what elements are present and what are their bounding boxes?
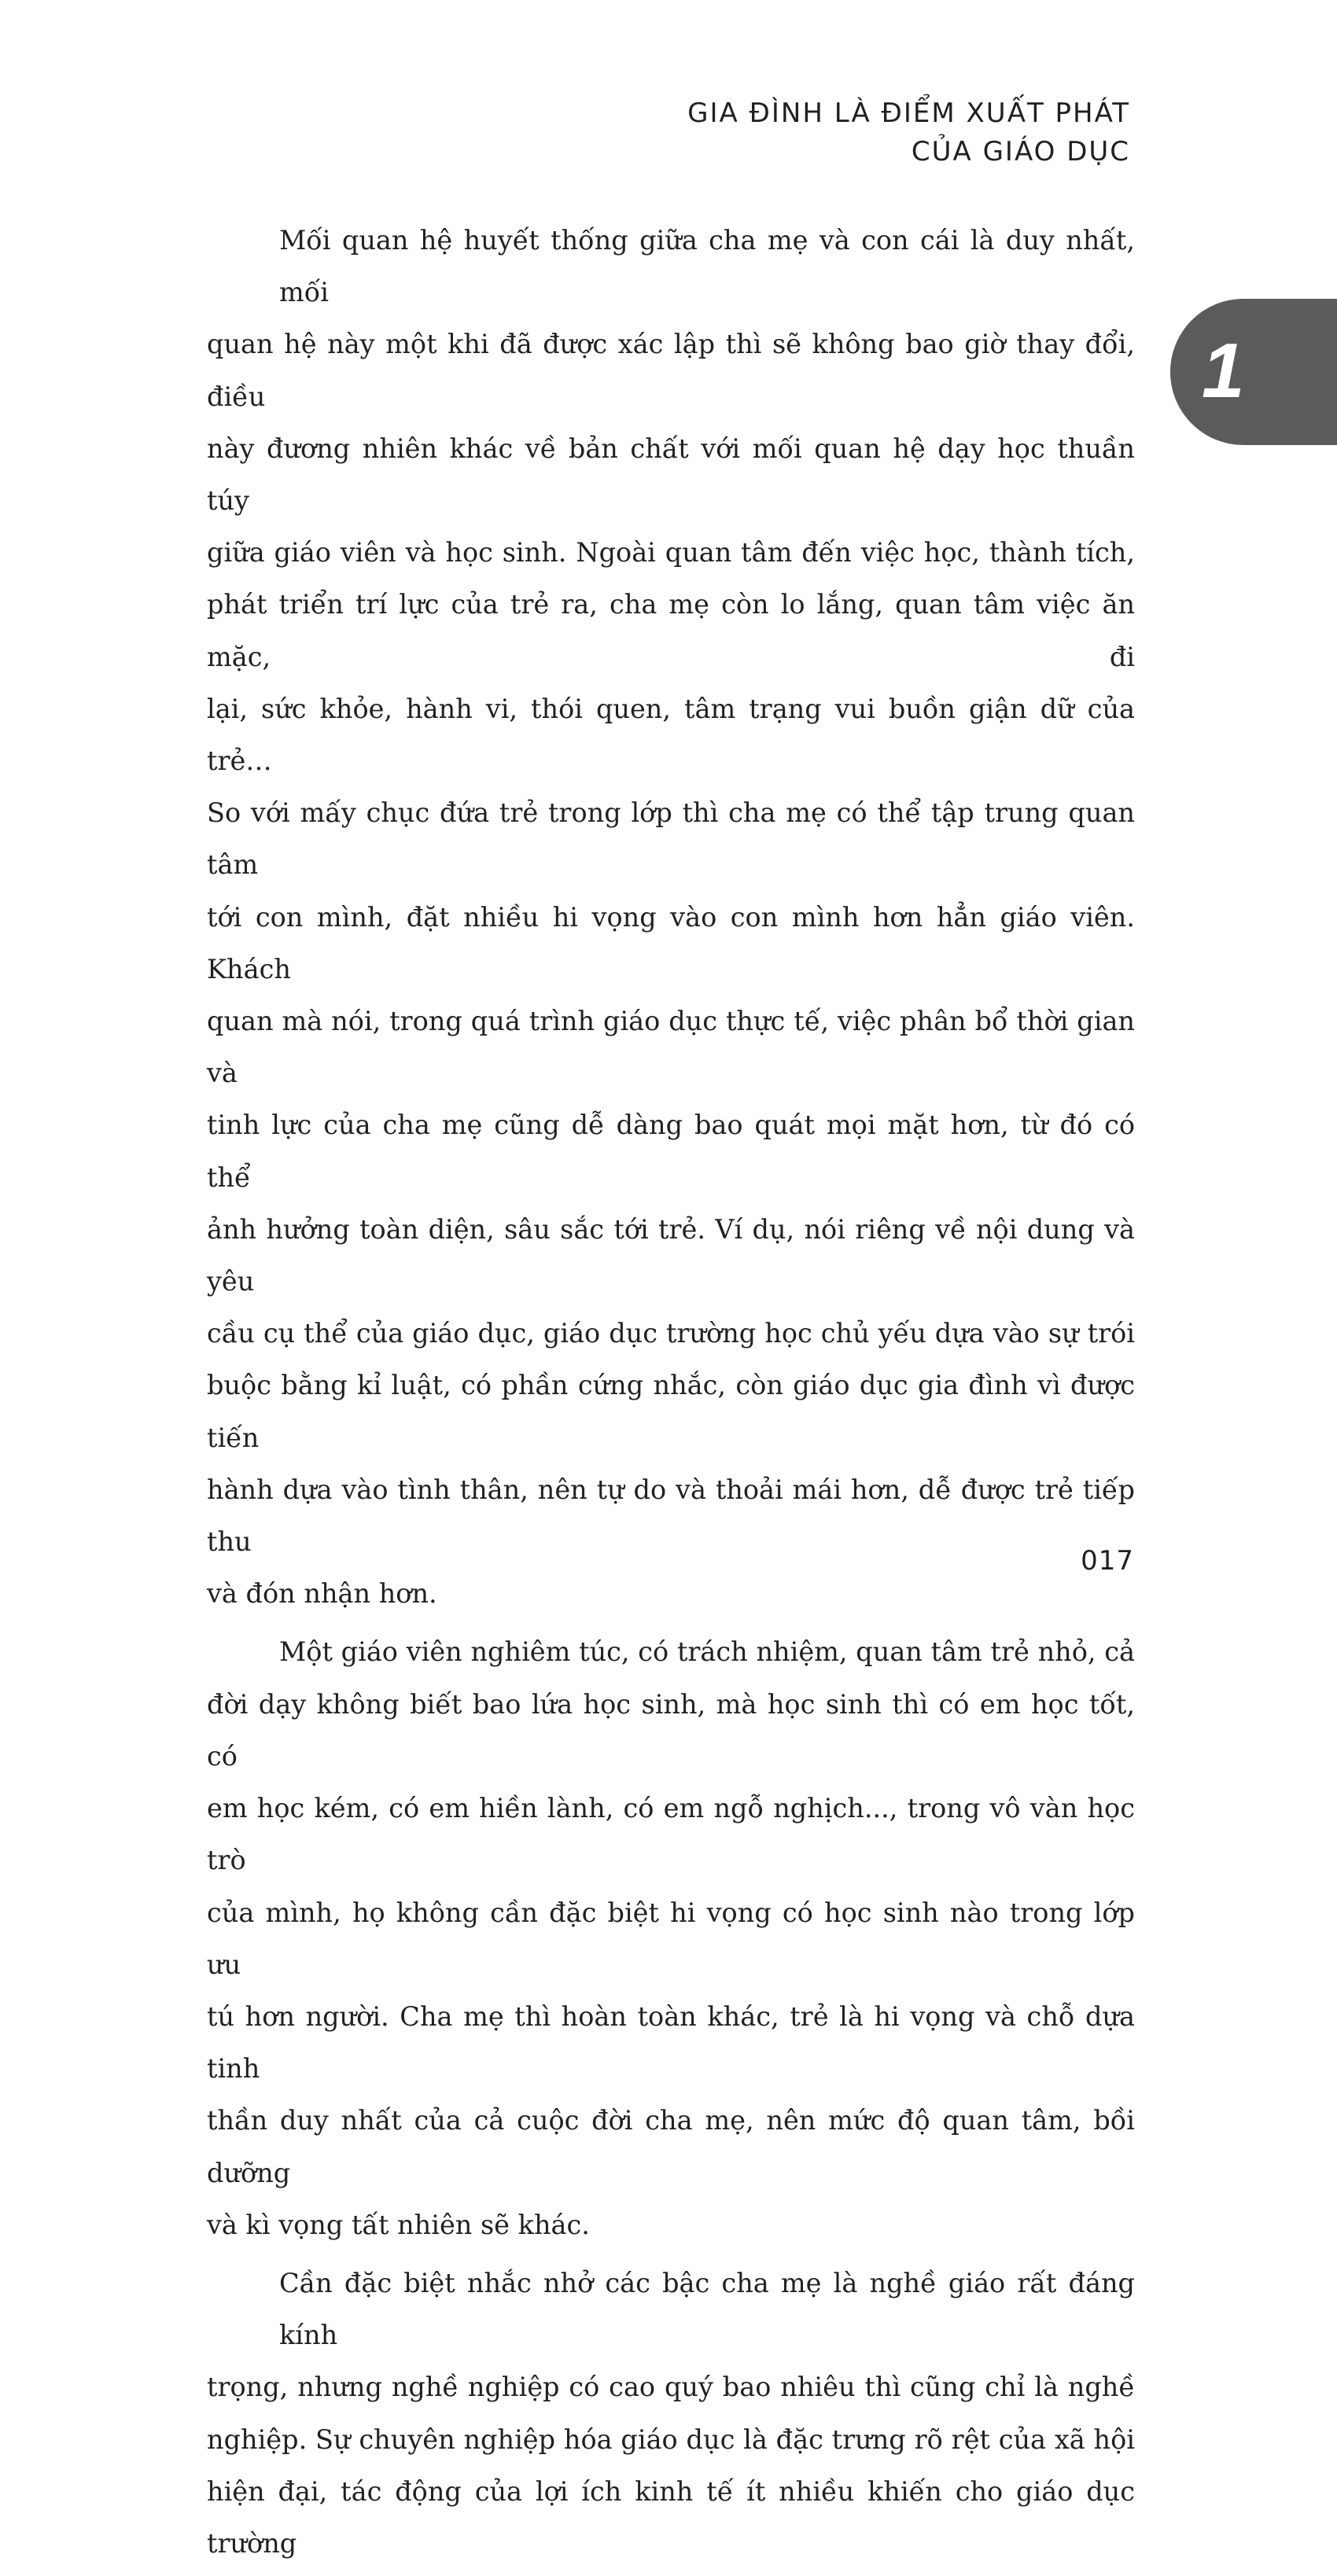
text-line: thần duy nhất của cả cuộc đời cha mẹ, nên mức độ quan tâm, bồi dưỡng <box>207 2105 1135 2188</box>
text-line: nghiệp. Sự chuyên nghiệp hóa giáo dục là đặc trưng rõ rệt của xã hội <box>207 2423 1135 2455</box>
text-line: này đương nhiên khác về bản chất với mối quan hệ dạy học thuần túy <box>207 432 1135 517</box>
text-line: của mình, họ không cần đặc biệt hi vọng có học sinh nào trong lớp ưu <box>207 1897 1135 1980</box>
paragraph <box>207 1626 1135 2250</box>
text-line: quan hệ này một khi đã được xác lập thì sẽ không bao giờ thay đổi, điều <box>207 329 1135 412</box>
text-line: và kì vọng tất nhiên sẽ khác. <box>207 2209 590 2240</box>
paragraph <box>207 2258 1135 2570</box>
text-line: hành dựa vào tình thân, nên tự do và thoải mái hơn, dễ được trẻ tiếp thu <box>207 1474 1135 1558</box>
text-line: giữa giáo viên và học sinh. Ngoài quan tâm đến việc học, thành tích, <box>207 537 1135 569</box>
text-line: và đón nhận hơn. <box>207 1578 437 1610</box>
text-line: đời dạy không biết bao lứa học sinh, mà học sinh thì có em học tốt, có <box>207 1688 1135 1772</box>
text-line: Cần đặc biệt nhắc nhở các bậc cha mẹ là nghề giáo rất đáng kính <box>279 2267 1135 2351</box>
text-line: Một giáo viên nghiêm túc, có trách nhiệm, quan tâm trẻ nhỏ, cả <box>279 1636 1135 1668</box>
text-line: buộc bằng kỉ luật, có phần cứng nhắc, còn giáo dục gia đình vì được tiến <box>207 1370 1135 1453</box>
text-line: tới con mình, đặt nhiều hi vọng vào con mình hơn hẳn giáo viên. Khách <box>207 901 1135 984</box>
text-line: Mối quan hệ huyết thống giữa cha mẹ và con cái là duy nhất, mối <box>279 225 1135 308</box>
chapter-tab <box>1170 299 1337 445</box>
text-line: tú hơn người. Cha mẹ thì hoàn toàn khác, trẻ là hi vọng và chỗ dựa tinh <box>207 2000 1135 2085</box>
text-line: em học kém, có em hiền lành, có em ngỗ nghịch..., trong vô vàn học trò <box>207 1793 1135 1876</box>
running-head-line-1: GIA ĐÌNH LÀ ĐIỂM XUẤT PHÁT <box>687 98 1130 129</box>
text-line: ảnh hưởng toàn diện, sâu sắc tới trẻ. Ví dụ, nói riêng về nội dung và yêu <box>207 1213 1135 1297</box>
text-line: hiện đại, tác động của lợi ích kinh tế ít nhiều khiến cho giáo dục trường <box>207 2475 1135 2559</box>
text-line: lại, sức khỏe, hành vi, thói quen, tâm trạng vui buồn giận dữ của trẻ… <box>207 693 1135 777</box>
text-line: trọng, nhưng nghề nghiệp có cao quý bao nhiêu thì cũng chỉ là nghề <box>207 2372 1135 2403</box>
text-line: So với mấy chục đứa trẻ trong lớp thì cha mẹ có thể tập trung quan tâm <box>207 797 1135 881</box>
text-line: cầu cụ thể của giáo dục, giáo dục trường học chủ yếu dựa vào sự trói <box>207 1318 1135 1349</box>
body-text <box>207 215 1135 2576</box>
paragraph <box>207 215 1135 1620</box>
text-line: tinh lực của cha mẹ cũng dễ dàng bao quát mọi mặt hơn, từ đó có thể <box>207 1110 1135 1193</box>
chapter-number: 1 <box>1202 327 1245 414</box>
text-line: phát triển trí lực của trẻ ra, cha mẹ còn lo lắng, quan tâm việc ăn mặc, đi <box>207 589 1135 672</box>
page-number: 017 <box>1081 1545 1134 1577</box>
text-line: quan mà nói, trong quá trình giáo dục thực tế, việc phân bổ thời gian và <box>207 1006 1135 1089</box>
running-head-line-2: CỦA GIÁO DỤC <box>911 136 1130 167</box>
running-head <box>687 94 1130 171</box>
